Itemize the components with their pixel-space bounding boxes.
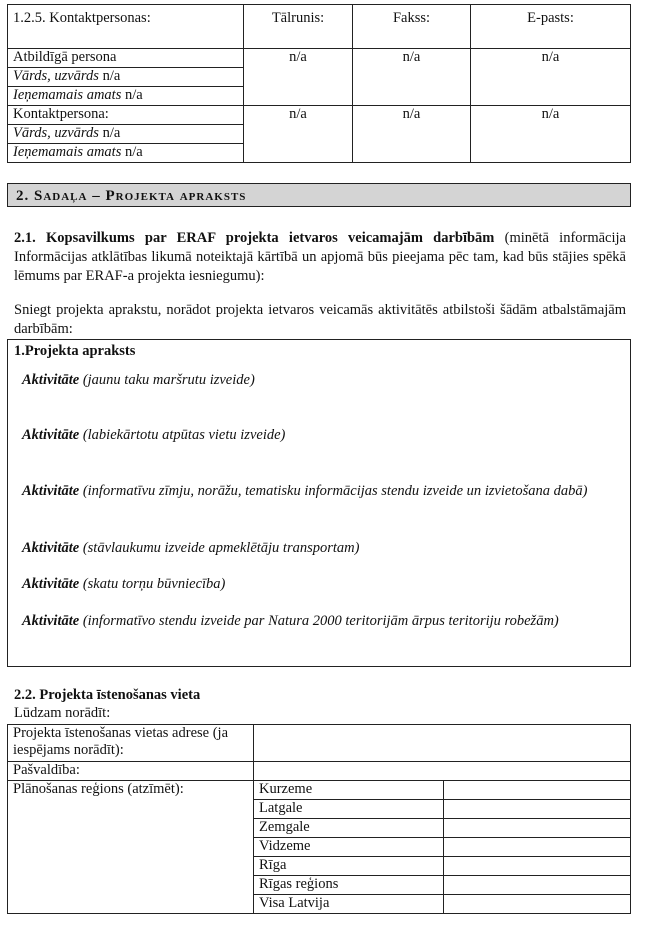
- email-header: E-pasts:: [471, 5, 631, 49]
- region-checkbox[interactable]: [444, 800, 631, 819]
- phone-header: Tālrunis:: [244, 5, 353, 49]
- contact-person-label: Kontaktpersona:: [8, 106, 244, 125]
- region-option: Vidzeme: [254, 838, 444, 857]
- place-instruction: Lūdzam norādīt:: [14, 705, 111, 721]
- contact-phone[interactable]: n/a: [244, 106, 353, 163]
- instruction-paragraph: Sniegt projekta aprakstu, norādot projekta ietvaros veicamās aktivitātēs atbilstoši šādām atbalstāmajām darbībām:: [14, 302, 626, 337]
- municipality-input[interactable]: [254, 762, 631, 781]
- position-label: Ieņemamais amats: [13, 87, 122, 103]
- section-title: Projekta apraksts: [105, 188, 247, 204]
- section-number: 2.: [16, 188, 30, 204]
- summary-note: (minētā informācija Informācijas atklātības likumā noteiktajā kārtībā un apjomā būs pieejama pēc tam, kad būs stājies spēkā lēmums par ERAF-a projekta iesniegumu):: [14, 230, 626, 284]
- contacts-header-row: [8, 5, 631, 49]
- contact-fax[interactable]: n/a: [353, 106, 471, 163]
- region-label: Plānošanas reģions (atzīmēt):: [8, 781, 254, 914]
- fax-header: Fakss:: [353, 5, 471, 49]
- table-row: [8, 49, 631, 68]
- region-checkbox[interactable]: [444, 781, 631, 800]
- contact-position-cell[interactable]: [8, 144, 244, 163]
- region-option: Latgale: [254, 800, 444, 819]
- contact-email[interactable]: n/a: [471, 106, 631, 163]
- section-2-heading: [7, 183, 631, 207]
- responsible-email[interactable]: n/a: [471, 49, 631, 106]
- project-description-box[interactable]: [7, 339, 631, 667]
- summary-heading: 2.1. Kopsavilkums par ERAF projekta ietvaros veicamajām darbībām: [14, 230, 495, 246]
- table-row: [8, 762, 631, 781]
- region-option: Rīga: [254, 857, 444, 876]
- activity-item: Aktivitāte (labiekārtotu atpūtas vietu izveide): [22, 427, 286, 443]
- activity-item: Aktivitāte (informatīvu zīmju, norāžu, tematisku informācijas stendu izveide un izvietošana dabā): [22, 483, 588, 499]
- region-checkbox[interactable]: [444, 895, 631, 914]
- name-label: Vārds, uzvārds: [13, 68, 99, 84]
- address-label: Projekta īstenošanas vietas adrese (ja iespējams norādīt):: [8, 725, 254, 762]
- activity-item: Aktivitāte (jaunu taku maršrutu izveide): [22, 372, 255, 388]
- responsible-name-cell[interactable]: [8, 68, 244, 87]
- region-checkbox[interactable]: [444, 857, 631, 876]
- place-heading: 2.2. Projekta īstenošanas vieta: [14, 687, 201, 703]
- name-label: Vārds, uzvārds: [13, 125, 99, 141]
- region-checkbox[interactable]: [444, 819, 631, 838]
- table-row: [8, 725, 631, 762]
- name-value: n/a: [102, 68, 121, 84]
- position-label: Ieņemamais amats: [13, 144, 122, 160]
- responsible-person-label: Atbildīgā persona: [8, 49, 244, 68]
- region-option: Rīgas reģions: [254, 876, 444, 895]
- position-value: n/a: [124, 144, 143, 160]
- activity-item: Aktivitāte (stāvlaukumu izveide apmeklētāju transportam): [22, 540, 360, 556]
- region-option: Kurzeme: [254, 781, 444, 800]
- section-word: Sadaļa: [34, 188, 88, 204]
- contacts-table: [7, 4, 631, 163]
- responsible-fax[interactable]: n/a: [353, 49, 471, 106]
- table-row: [8, 781, 631, 800]
- region-option: Visa Latvija: [254, 895, 444, 914]
- region-checkbox[interactable]: [444, 838, 631, 857]
- activity-item: Aktivitāte (informatīvo stendu izveide par Natura 2000 teritorijām ārpus teritoriju robežām): [22, 613, 559, 629]
- municipality-label: Pašvaldība:: [8, 762, 254, 781]
- name-value: n/a: [102, 125, 121, 141]
- section-dash: –: [92, 188, 101, 204]
- description-title: 1.Projekta apraksts: [14, 343, 136, 359]
- table-row: [8, 106, 631, 125]
- contacts-section-label: 1.2.5. Kontaktpersonas:: [8, 5, 244, 49]
- responsible-phone[interactable]: n/a: [244, 49, 353, 106]
- place-table: [7, 724, 631, 914]
- summary-paragraph: [14, 229, 626, 286]
- position-value: n/a: [124, 87, 143, 103]
- region-checkbox[interactable]: [444, 876, 631, 895]
- address-input[interactable]: [254, 725, 631, 762]
- responsible-position-cell[interactable]: [8, 87, 244, 106]
- region-option: Zemgale: [254, 819, 444, 838]
- contact-name-cell[interactable]: [8, 125, 244, 144]
- activity-item: Aktivitāte (skatu torņu būvniecība): [22, 576, 226, 592]
